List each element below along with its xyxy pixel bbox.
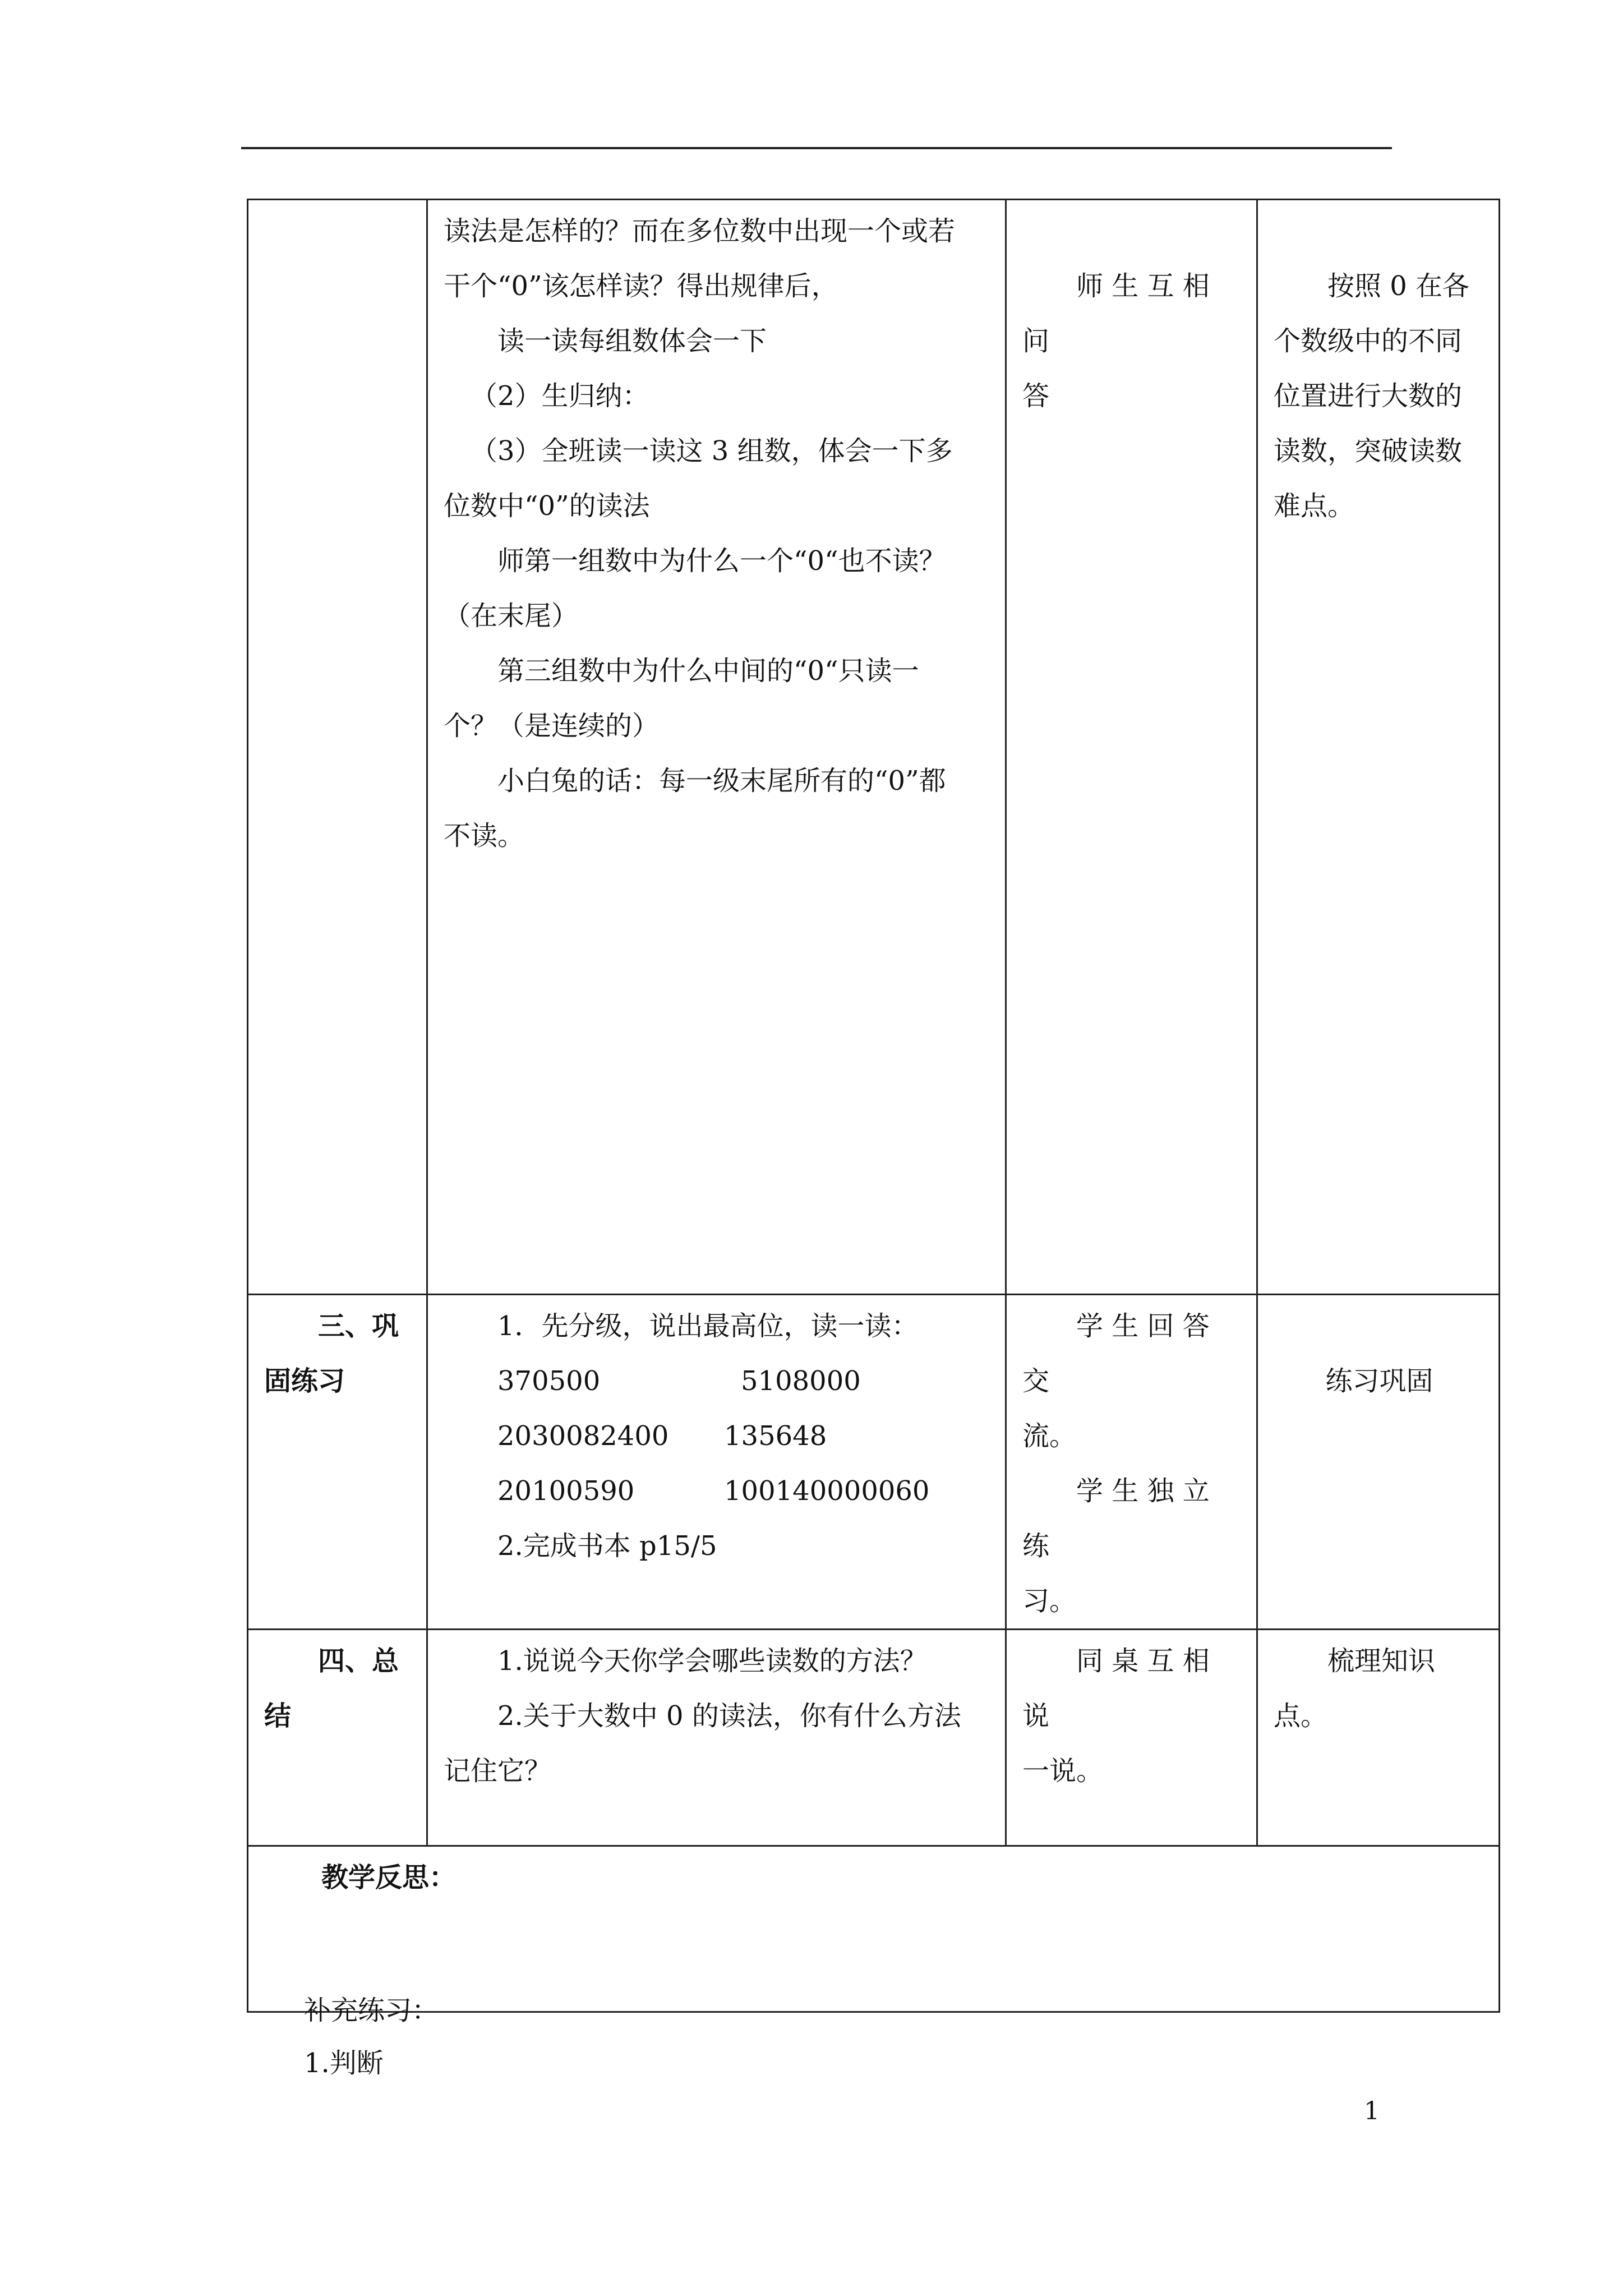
number-row: [444, 1409, 992, 1464]
text-line: 读一读每组数体会一下: [497, 325, 767, 357]
text-line: 个数级中的不同: [1274, 325, 1463, 357]
cell-content-practice: [427, 1295, 1006, 1630]
text-line: 师 生 互 相 问: [1022, 270, 1210, 357]
supplement-title: 补充练习：: [304, 1995, 439, 2026]
stage-label: 固练习: [264, 1365, 345, 1397]
text-line: 同 桌 互 相 说: [1022, 1645, 1210, 1732]
number: 370500: [497, 1365, 601, 1397]
header-rule: [241, 147, 1392, 149]
number: 2030082400: [497, 1420, 669, 1452]
cell-reflection: [248, 1846, 1500, 2012]
text-line: 学 生 回 答 交: [1022, 1310, 1210, 1397]
cell-intent-summary: [1257, 1630, 1500, 1846]
text-line: （2）生归纳：: [471, 380, 649, 412]
text-line: 难点。: [1274, 490, 1355, 522]
stage-label: 三、巩: [318, 1310, 399, 1342]
cell-stage-empty: [248, 200, 427, 1295]
text-line: 记住它？: [444, 1755, 552, 1787]
text-line: 第三组数中为什么中间的“0“只读一: [497, 655, 919, 687]
text-line: 小白兔的话：每一级末尾所有的“0”都: [497, 765, 946, 797]
text-line: 1.说说今天你学会哪些读数的方法？: [497, 1645, 927, 1677]
text-line: 个？（是连续的）: [444, 710, 660, 742]
text-line: 读数，突破读数: [1274, 435, 1463, 467]
number-row: [444, 1464, 992, 1519]
supplement-item: 1.判断: [304, 2047, 384, 2079]
text-line: 一说。: [1022, 1755, 1104, 1787]
number: 20100590: [497, 1475, 635, 1507]
table-row-reflection: [248, 1846, 1500, 2012]
table-row-summary: [248, 1630, 1500, 1846]
cell-stage-practice: [248, 1295, 427, 1630]
reflection-label: 教学反思：: [321, 1862, 457, 1893]
text-line: 按照 0 在各: [1327, 270, 1470, 302]
text-line: 师第一组数中为什么一个“0“也不读？: [497, 545, 946, 577]
table-row-continuation: [248, 200, 1500, 1295]
text-line: 2.关于大数中 0 的读法，你有什么方法: [497, 1700, 961, 1732]
cell-intent: [1257, 200, 1500, 1295]
lesson-plan-table: [247, 199, 1500, 2013]
text-line: 练习巩固: [1325, 1365, 1433, 1397]
page-number: 1: [1364, 2097, 1380, 2125]
text-line: 答: [1022, 380, 1050, 412]
text-line: 学 生 独 立 练: [1022, 1475, 1210, 1562]
number: 135648: [724, 1420, 827, 1452]
stage-label: 四、总: [318, 1645, 399, 1677]
cell-content-summary: [427, 1630, 1006, 1846]
text-line: 不读。: [444, 820, 525, 852]
text-line: 流。: [1022, 1420, 1077, 1452]
cell-content-reading-zero: [427, 200, 1006, 1295]
number: 5108000: [741, 1365, 861, 1397]
cell-intent-practice: [1257, 1295, 1500, 1630]
text-line: 读法是怎样的？而在多位数中出现一个或若: [444, 215, 956, 247]
number-row: [444, 1354, 992, 1409]
text-line: 1．先分级，说出最高位，读一读：: [497, 1310, 919, 1342]
stage-label: 结: [264, 1700, 292, 1732]
text-line: 习。: [1022, 1585, 1077, 1617]
number: 100140000060: [724, 1475, 930, 1507]
text-line: （在末尾）: [444, 600, 579, 632]
table-row-practice: [248, 1295, 1500, 1630]
text-line: 2.完成书本 p15/5: [497, 1530, 717, 1562]
cell-activity-practice: [1006, 1295, 1257, 1630]
text-line: 位数中“0”的读法: [444, 490, 650, 522]
text-line: 梳理知识点。: [1274, 1645, 1436, 1732]
text-line: 位置进行大数的: [1274, 380, 1463, 412]
text-line: 干个“0”该怎样读？得出规律后，: [444, 270, 838, 302]
text-line: （3）全班读一读这 3 组数，体会一下多: [471, 435, 953, 467]
cell-activity-summary: [1006, 1630, 1257, 1846]
cell-stage-summary: [248, 1630, 427, 1846]
cell-activity: [1006, 200, 1257, 1295]
